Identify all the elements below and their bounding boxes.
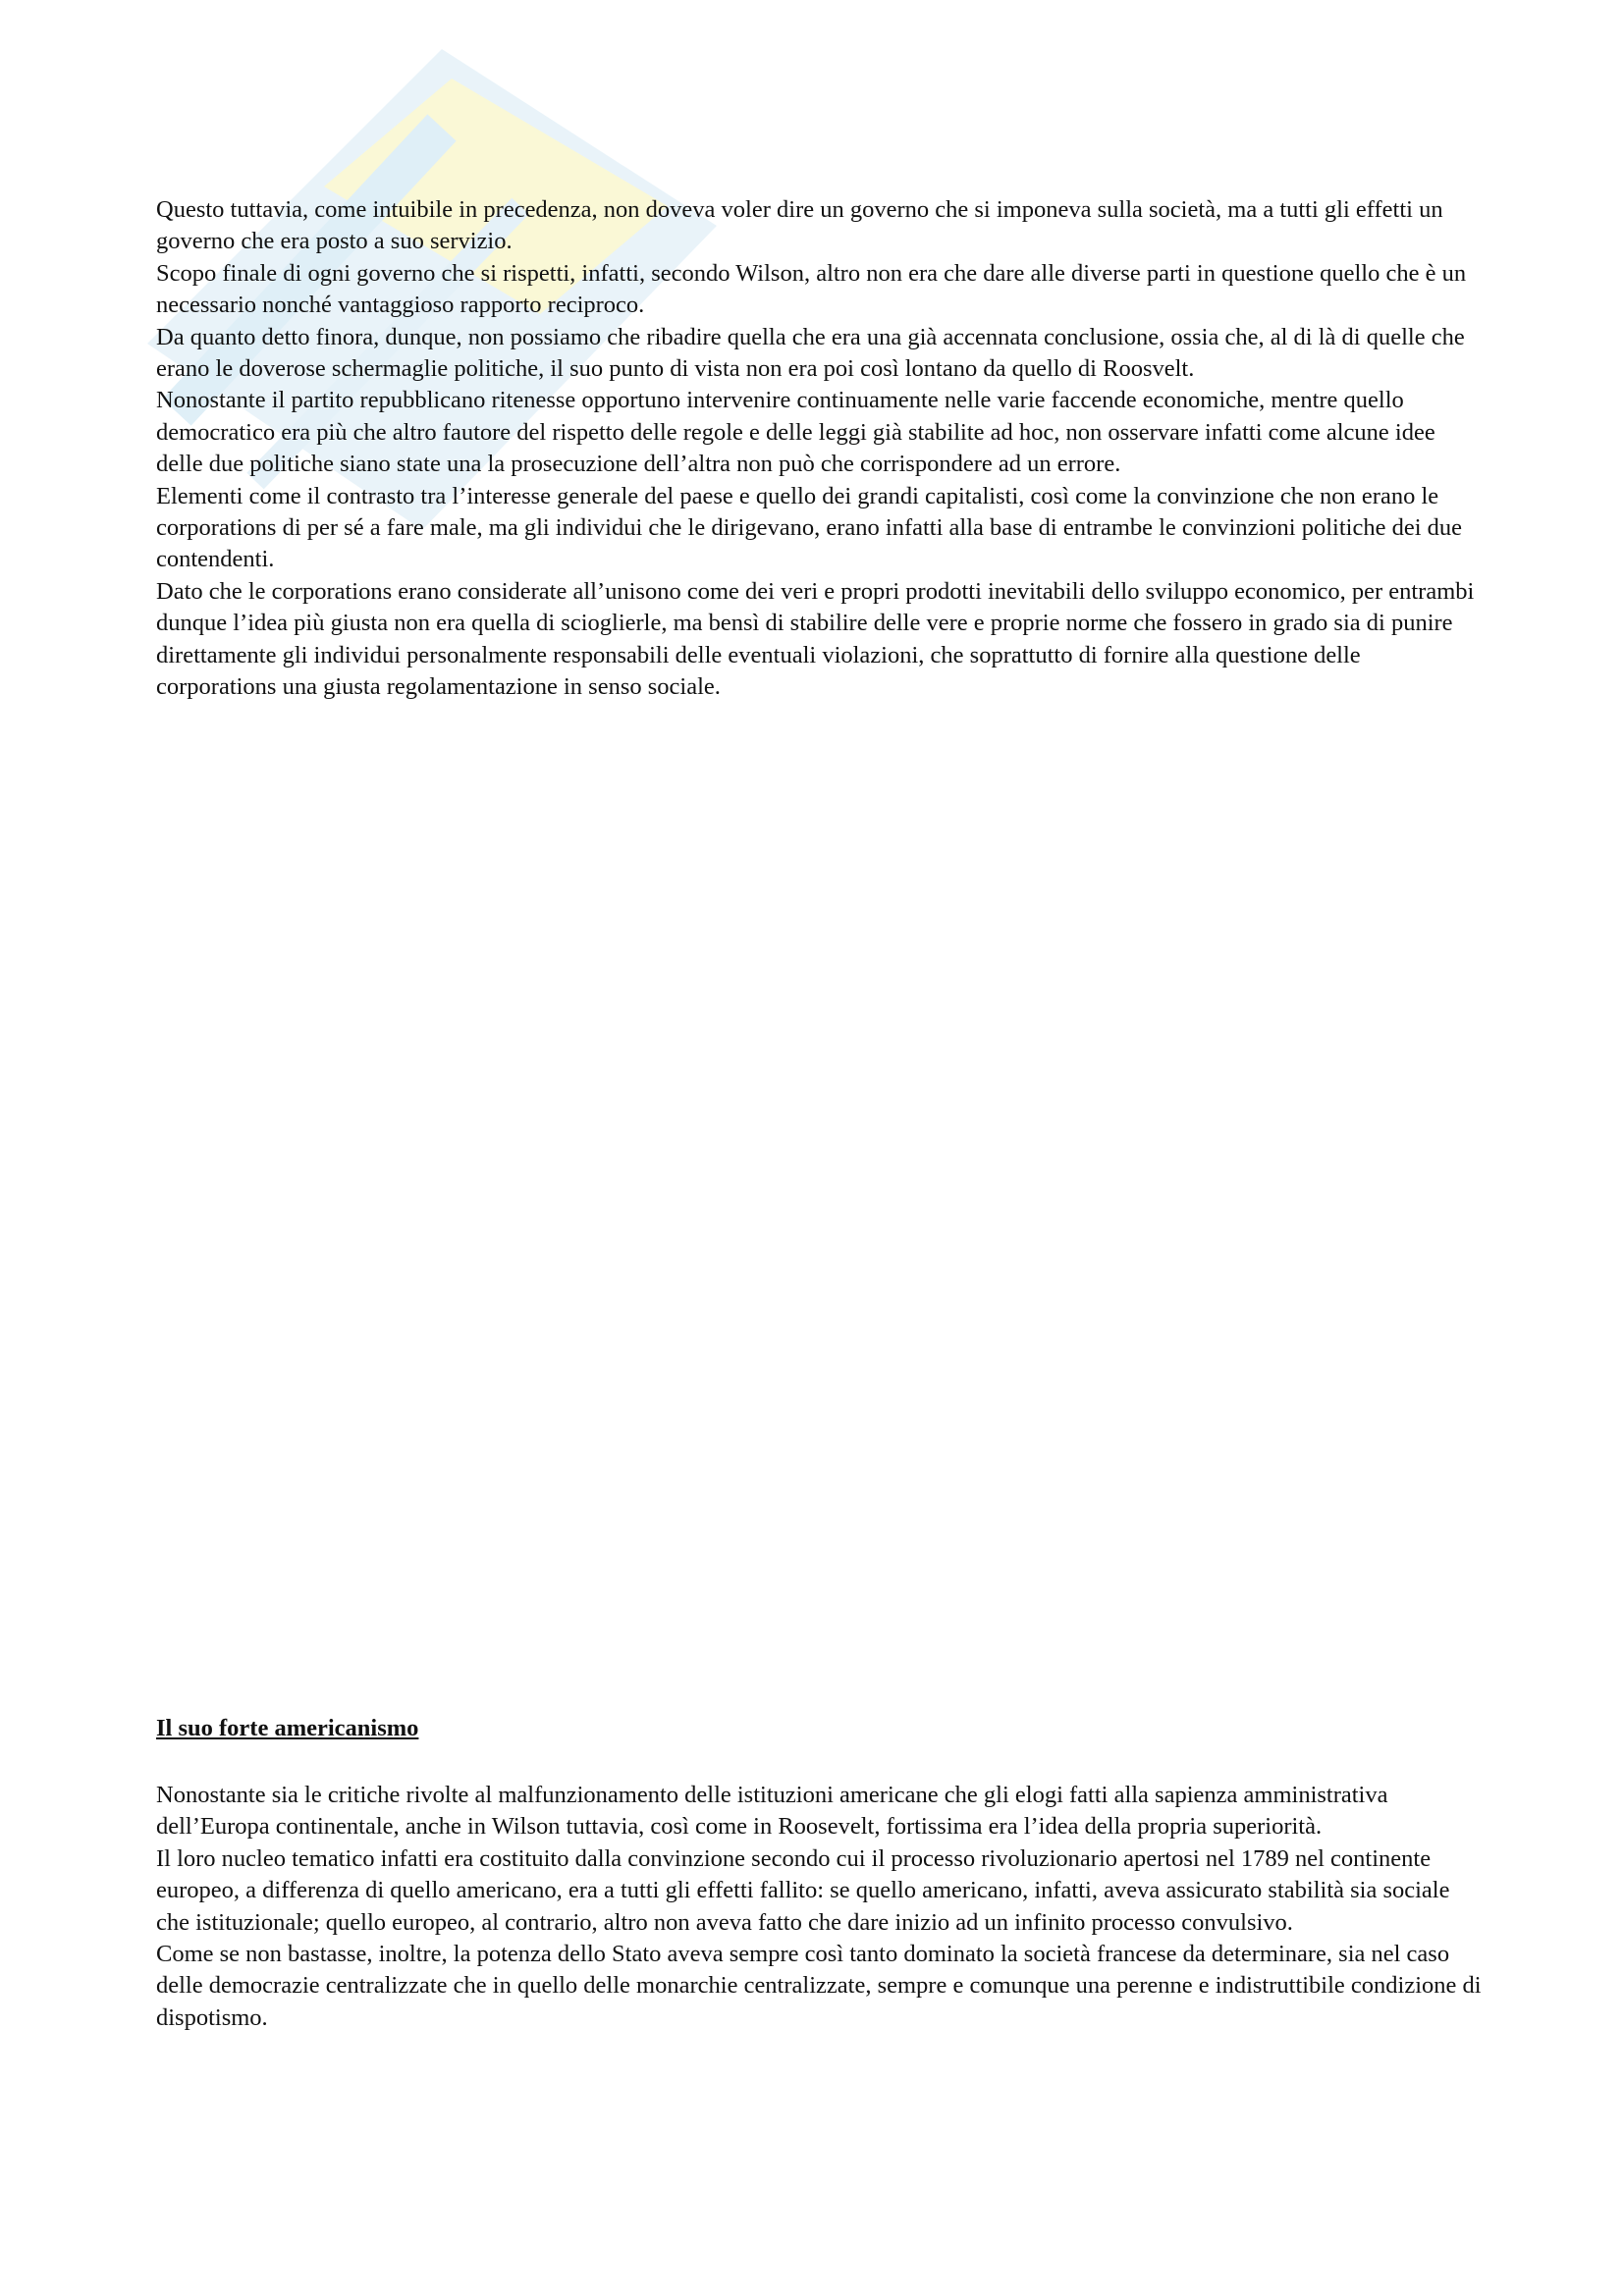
body-text-top [156,194,1482,704]
paragraph: Scopo finale di ogni governo che si rispetti, infatti, secondo Wilson, altro non era che dare alle diverse parti in questione quello che è un necessario nonché vantaggioso rapporto reciproco. [156,259,1467,319]
paragraph: Elementi come il contrasto tra l’interesse generale del paese e quello dei grandi capitalisti, così come la convinzione che non erano le corporations di per sé a fare male, ma gli individui che le dirigevano, erano infatti alla base di entrambe le convinzioni politiche dei due contendenti. [156,482,1463,573]
body-text-bottom [156,1780,1482,2034]
paragraph: Nonostante il partito repubblicano ritenesse opportuno intervenire continuamente nelle varie faccende economiche, mentre quello democratico era più che altro fautore del rispetto delle regole e delle leggi già stabilite ad hoc, non osservare infatti come alcune idee delle due politiche siano state una la prosecuzione dell’altra non può che corrispondere ad un errore. [156,387,1435,478]
paragraph: Da quanto detto finora, dunque, non possiamo che ribadire quella che era una già accennata conclusione, ossia che, al di là di quelle che erano le doverose schermaglie politiche, il suo punto di vista non era poi così lontano da quello di Roosvelt. [156,323,1465,383]
paragraph: Il loro nucleo tematico infatti era costituito dalla convinzione secondo cui il processo rivoluzionario apertosi nel 1789 nel continente europeo, a differenza di quello americano, era a tutti gli effetti fallito: se quello americano, infatti, aveva assicurato stabilità sia sociale che istituzionale; quello europeo, al contrario, altro non aveva fatto che dare inizio ad un infinito processo convulsivo. [156,1844,1450,1936]
paragraph: Dato che le corporations erano considerate all’unisono come dei veri e propri prodotti inevitabili dello sviluppo economico, per entrambi dunque l’idea più giusta non era quella di scioglierle, ma bensì di stabilire delle vere e proprie norme che fossero in grado sia di punire direttamente gli individui personalmente responsabili delle eventuali violazioni, che soprattutto di fornire alla questione delle corporations una giusta regolamentazione in senso sociale. [156,577,1475,701]
section-heading: Il suo forte americanismo [156,1715,419,1741]
paragraph: Questo tuttavia, come intuibile in precedenza, non doveva voler dire un governo che si imponeva sulla società, ma a tutti gli effetti un governo che era posto a suo servizio. [156,196,1443,255]
paragraph: Come se non bastasse, inoltre, la potenza dello Stato aveva sempre così tanto dominato la società francese da determinare, sia nel caso delle democrazie centralizzate che in quello delle monarchie centralizzate, sempre e comunque una perenne e indistruttibile condizione di dispotismo. [156,1941,1482,2031]
paragraph: Nonostante sia le critiche rivolte al malfunzionamento delle istituzioni americane che gli elogi fatti alla sapienza amministrativa dell’Europa continentale, anche in Wilson tuttavia, così come in Roosevelt, fortissima era l’idea della propria superiorità. [156,1782,1388,1841]
